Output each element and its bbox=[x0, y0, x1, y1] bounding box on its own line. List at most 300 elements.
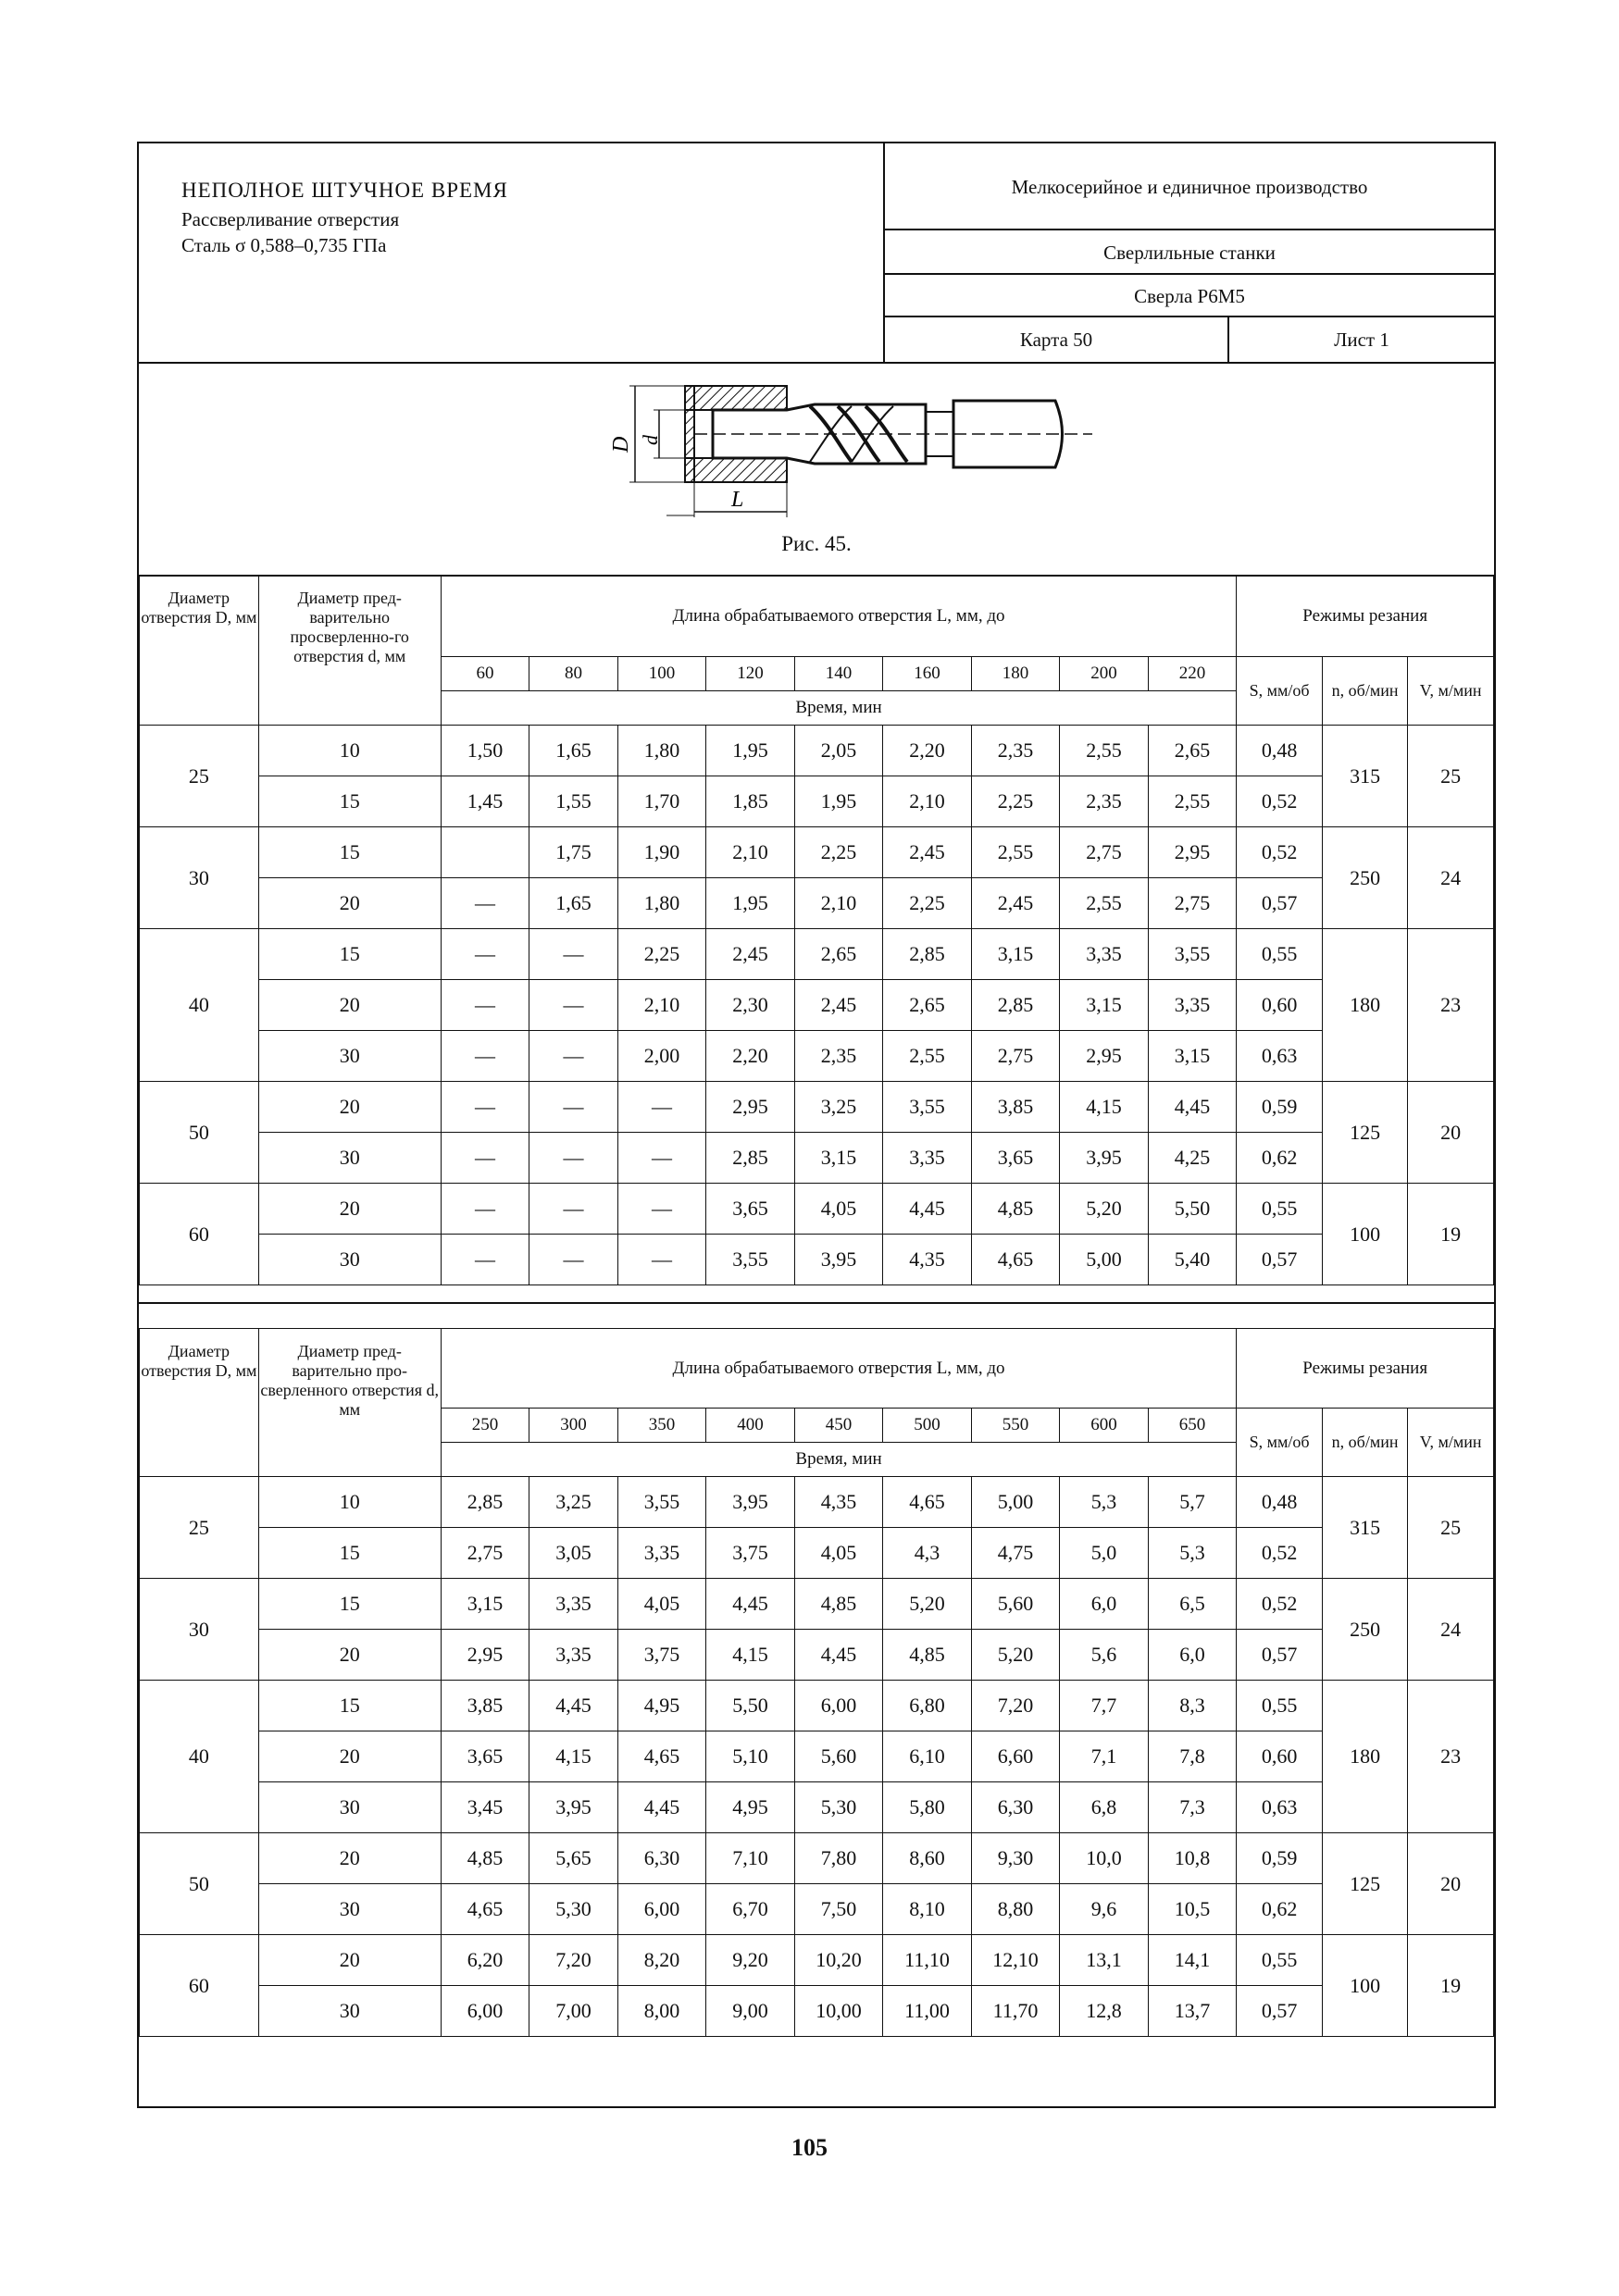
time-cell: 6,60 bbox=[971, 1731, 1060, 1782]
length-header-cell: 450 bbox=[794, 1409, 883, 1443]
time-cell: 6,0 bbox=[1060, 1579, 1149, 1630]
pre-diameter-cell: 20 bbox=[258, 1833, 441, 1884]
feed-cell: 0,57 bbox=[1237, 1235, 1322, 1285]
header-title-block bbox=[139, 143, 885, 362]
time-cell bbox=[441, 827, 529, 878]
feed-cell: 0,62 bbox=[1237, 1133, 1322, 1184]
time-cell: 1,80 bbox=[617, 878, 706, 929]
time-cell: 11,70 bbox=[971, 1986, 1060, 2037]
cutting-speed-cell: 25 bbox=[1408, 1477, 1494, 1579]
speed-rpm-cell: 100 bbox=[1322, 1184, 1407, 1285]
time-cell: — bbox=[441, 1031, 529, 1082]
feed-cell: 0,55 bbox=[1237, 1935, 1322, 1986]
time-cell: 4,15 bbox=[706, 1630, 795, 1681]
dimension-d-label: d bbox=[639, 435, 662, 445]
table-separator bbox=[139, 1302, 1494, 1330]
time-cell: 3,65 bbox=[971, 1133, 1060, 1184]
time-cell: 7,3 bbox=[1148, 1782, 1237, 1833]
time-cell: 2,25 bbox=[617, 929, 706, 980]
time-cell: 2,95 bbox=[441, 1630, 529, 1681]
time-cell: 12,8 bbox=[1060, 1986, 1149, 2037]
time-cell: 13,7 bbox=[1148, 1986, 1237, 2037]
time-cell: 6,30 bbox=[971, 1782, 1060, 1833]
time-cell: 3,75 bbox=[617, 1630, 706, 1681]
time-cell: 3,55 bbox=[617, 1477, 706, 1528]
feed-cell: 0,48 bbox=[1237, 726, 1322, 776]
time-cell: 8,3 bbox=[1148, 1681, 1237, 1731]
dimension-L-label: L bbox=[731, 488, 744, 512]
table-row bbox=[140, 980, 1494, 1031]
diameter-cell: 25 bbox=[140, 1477, 259, 1579]
page-title: НЕПОЛНОЕ ШТУЧНОЕ ВРЕМЯ bbox=[181, 179, 508, 202]
table-row bbox=[140, 878, 1494, 929]
feed-cell: 0,55 bbox=[1237, 929, 1322, 980]
table-row bbox=[140, 1731, 1494, 1782]
table-row bbox=[140, 726, 1494, 776]
standards-sheet bbox=[137, 142, 1496, 2108]
time-cell: — bbox=[529, 1184, 618, 1235]
time-cell: 5,50 bbox=[706, 1681, 795, 1731]
pre-diameter-cell: 10 bbox=[258, 1477, 441, 1528]
table-row bbox=[140, 1986, 1494, 2037]
diameter-cell: 40 bbox=[140, 1681, 259, 1833]
time-cell: 8,20 bbox=[617, 1935, 706, 1986]
time-cell: 4,95 bbox=[617, 1681, 706, 1731]
pre-diameter-cell: 10 bbox=[258, 726, 441, 776]
time-cell: 3,35 bbox=[883, 1133, 972, 1184]
time-cell: 6,30 bbox=[617, 1833, 706, 1884]
time-cell: 1,95 bbox=[794, 776, 883, 827]
cutting-speed-cell: 19 bbox=[1408, 1184, 1494, 1285]
time-cell: 3,05 bbox=[529, 1528, 618, 1579]
feed-cell: 0,52 bbox=[1237, 1579, 1322, 1630]
pre-diameter-cell: 20 bbox=[258, 1630, 441, 1681]
time-cell: 2,75 bbox=[441, 1528, 529, 1579]
diameter-cell: 30 bbox=[140, 827, 259, 929]
table-row bbox=[140, 776, 1494, 827]
time-cell: 3,15 bbox=[1148, 1031, 1237, 1082]
time-cell: 4,45 bbox=[794, 1630, 883, 1681]
table-row bbox=[140, 1935, 1494, 1986]
diameter-cell: 50 bbox=[140, 1833, 259, 1935]
time-cell: 9,00 bbox=[706, 1986, 795, 2037]
pre-diameter-cell: 30 bbox=[258, 1884, 441, 1935]
time-cell: 3,35 bbox=[1148, 980, 1237, 1031]
time-cell: 1,80 bbox=[617, 726, 706, 776]
time-cell: 3,75 bbox=[706, 1528, 795, 1579]
feed-cell: 0,63 bbox=[1237, 1031, 1322, 1082]
col-header-time: Время, мин bbox=[441, 1443, 1237, 1477]
time-cell: 7,10 bbox=[706, 1833, 795, 1884]
table-row bbox=[140, 1031, 1494, 1082]
reaming-drill-diagram bbox=[574, 367, 1166, 534]
time-cell: 5,60 bbox=[794, 1731, 883, 1782]
time-cell: 3,55 bbox=[883, 1082, 972, 1133]
feed-cell: 0,60 bbox=[1237, 1731, 1322, 1782]
time-cell: — bbox=[617, 1184, 706, 1235]
time-cell: 7,80 bbox=[794, 1833, 883, 1884]
time-cell: 2,55 bbox=[1060, 726, 1149, 776]
time-cell: 2,65 bbox=[1148, 726, 1237, 776]
time-cell: — bbox=[529, 929, 618, 980]
col-header-speed-rpm: n, об/мин bbox=[1322, 1409, 1407, 1477]
time-cell: 2,55 bbox=[1148, 776, 1237, 827]
col-header-diameter: Диаметр отверстия D, мм bbox=[140, 1329, 259, 1477]
col-header-pre-diameter: Диаметр пред-варительно просверленно-го отверстия d, мм bbox=[258, 576, 441, 726]
time-cell: 2,55 bbox=[971, 827, 1060, 878]
time-cell: 9,6 bbox=[1060, 1884, 1149, 1935]
time-cell: 2,75 bbox=[1060, 827, 1149, 878]
time-cell: 6,00 bbox=[617, 1884, 706, 1935]
time-cell: 4,45 bbox=[1148, 1082, 1237, 1133]
table-row bbox=[140, 1884, 1494, 1935]
time-table-short bbox=[139, 575, 1494, 1285]
time-cell: 2,95 bbox=[1148, 827, 1237, 878]
pre-diameter-cell: 15 bbox=[258, 1579, 441, 1630]
cutting-speed-cell: 24 bbox=[1408, 827, 1494, 929]
time-cell: 2,95 bbox=[1060, 1031, 1149, 1082]
length-header-cell: 350 bbox=[617, 1409, 706, 1443]
time-cell: — bbox=[441, 980, 529, 1031]
time-cell: 2,05 bbox=[794, 726, 883, 776]
time-cell: 4,35 bbox=[794, 1477, 883, 1528]
time-cell: 5,30 bbox=[794, 1782, 883, 1833]
time-cell: 2,85 bbox=[971, 980, 1060, 1031]
length-header-cell: 80 bbox=[529, 657, 618, 691]
feed-cell: 0,52 bbox=[1237, 776, 1322, 827]
table-row bbox=[140, 1133, 1494, 1184]
col-header-diameter: Диаметр отверстия D, мм bbox=[140, 576, 259, 726]
time-cell: 7,1 bbox=[1060, 1731, 1149, 1782]
time-cell: 7,20 bbox=[529, 1935, 618, 1986]
time-cell: 2,65 bbox=[794, 929, 883, 980]
time-cell: 3,25 bbox=[529, 1477, 618, 1528]
time-cell: — bbox=[529, 1082, 618, 1133]
pre-diameter-cell: 20 bbox=[258, 980, 441, 1031]
time-cell: 11,00 bbox=[883, 1986, 972, 2037]
time-cell: 1,45 bbox=[441, 776, 529, 827]
feed-cell: 0,62 bbox=[1237, 1884, 1322, 1935]
time-cell: — bbox=[441, 1133, 529, 1184]
diameter-cell: 30 bbox=[140, 1579, 259, 1681]
time-cell: 3,15 bbox=[971, 929, 1060, 980]
time-cell: 9,30 bbox=[971, 1833, 1060, 1884]
time-cell: — bbox=[529, 1031, 618, 1082]
time-cell: 10,8 bbox=[1148, 1833, 1237, 1884]
time-cell: — bbox=[441, 1082, 529, 1133]
time-cell: 4,85 bbox=[441, 1833, 529, 1884]
cutting-speed-cell: 23 bbox=[1408, 1681, 1494, 1833]
time-cell: 3,55 bbox=[706, 1235, 795, 1285]
time-cell: 4,75 bbox=[971, 1528, 1060, 1579]
time-cell: 7,8 bbox=[1148, 1731, 1237, 1782]
col-header-feed: S, мм/об bbox=[1237, 1409, 1322, 1477]
table-row bbox=[140, 1782, 1494, 1833]
time-cell: 2,75 bbox=[971, 1031, 1060, 1082]
pre-diameter-cell: 30 bbox=[258, 1031, 441, 1082]
time-cell: 6,0 bbox=[1148, 1630, 1237, 1681]
time-cell: 9,20 bbox=[706, 1935, 795, 1986]
length-header-cell: 220 bbox=[1148, 657, 1237, 691]
table-row bbox=[140, 1082, 1494, 1133]
time-cell: 2,75 bbox=[1148, 878, 1237, 929]
time-cell: — bbox=[617, 1235, 706, 1285]
time-cell: 3,65 bbox=[706, 1184, 795, 1235]
length-header-cell: 100 bbox=[617, 657, 706, 691]
time-cell: 6,70 bbox=[706, 1884, 795, 1935]
length-header-cell: 200 bbox=[1060, 657, 1149, 691]
time-cell: 4,65 bbox=[441, 1884, 529, 1935]
cutting-speed-cell: 19 bbox=[1408, 1935, 1494, 2037]
time-cell: 1,75 bbox=[529, 827, 618, 878]
feed-cell: 0,63 bbox=[1237, 1782, 1322, 1833]
pre-diameter-cell: 20 bbox=[258, 1731, 441, 1782]
time-cell: 1,85 bbox=[706, 776, 795, 827]
time-cell: 4,65 bbox=[617, 1731, 706, 1782]
table-row bbox=[140, 1833, 1494, 1884]
time-cell: 3,45 bbox=[441, 1782, 529, 1833]
time-cell: 7,50 bbox=[794, 1884, 883, 1935]
dimension-D-label: D bbox=[609, 436, 633, 453]
time-cell: 5,20 bbox=[971, 1630, 1060, 1681]
time-cell: 2,85 bbox=[441, 1477, 529, 1528]
time-cell: 2,10 bbox=[706, 827, 795, 878]
time-cell: 4,45 bbox=[706, 1579, 795, 1630]
diameter-cell: 25 bbox=[140, 726, 259, 827]
length-header-cell: 60 bbox=[441, 657, 529, 691]
feed-cell: 0,55 bbox=[1237, 1184, 1322, 1235]
time-cell: 2,45 bbox=[706, 929, 795, 980]
pre-diameter-cell: 30 bbox=[258, 1235, 441, 1285]
time-cell: 3,35 bbox=[1060, 929, 1149, 980]
time-cell: 2,95 bbox=[706, 1082, 795, 1133]
time-cell: 4,05 bbox=[794, 1184, 883, 1235]
time-cell: 5,40 bbox=[1148, 1235, 1237, 1285]
time-cell: 5,3 bbox=[1060, 1477, 1149, 1528]
time-cell: 4,45 bbox=[529, 1681, 618, 1731]
speed-rpm-cell: 250 bbox=[1322, 1579, 1407, 1681]
time-cell: 8,80 bbox=[971, 1884, 1060, 1935]
time-cell: 11,10 bbox=[883, 1935, 972, 1986]
speed-rpm-cell: 125 bbox=[1322, 1082, 1407, 1184]
time-cell: 3,55 bbox=[1148, 929, 1237, 980]
time-cell: 3,85 bbox=[441, 1681, 529, 1731]
length-header-cell: 300 bbox=[529, 1409, 618, 1443]
feed-cell: 0,55 bbox=[1237, 1681, 1322, 1731]
time-cell: 2,25 bbox=[971, 776, 1060, 827]
time-cell: 2,20 bbox=[706, 1031, 795, 1082]
time-cell: — bbox=[617, 1133, 706, 1184]
time-cell: 5,30 bbox=[529, 1884, 618, 1935]
sheet-header bbox=[139, 143, 1494, 364]
time-cell: 2,35 bbox=[794, 1031, 883, 1082]
pre-diameter-cell: 20 bbox=[258, 1082, 441, 1133]
card-sheet-row bbox=[885, 317, 1494, 362]
table-row bbox=[140, 1528, 1494, 1579]
time-cell: 6,8 bbox=[1060, 1782, 1149, 1833]
time-cell: 14,1 bbox=[1148, 1935, 1237, 1986]
figure-block bbox=[139, 362, 1494, 577]
time-cell: 4,65 bbox=[971, 1235, 1060, 1285]
pre-diameter-cell: 15 bbox=[258, 1528, 441, 1579]
time-cell: 2,25 bbox=[794, 827, 883, 878]
cutting-speed-cell: 20 bbox=[1408, 1082, 1494, 1184]
time-cell: 3,95 bbox=[529, 1782, 618, 1833]
time-cell: — bbox=[441, 1184, 529, 1235]
table-row bbox=[140, 1579, 1494, 1630]
time-cell: 2,30 bbox=[706, 980, 795, 1031]
time-cell: 5,0 bbox=[1060, 1528, 1149, 1579]
cutting-speed-cell: 20 bbox=[1408, 1833, 1494, 1935]
pre-diameter-cell: 20 bbox=[258, 878, 441, 929]
feed-cell: 0,59 bbox=[1237, 1082, 1322, 1133]
time-cell: 4,85 bbox=[971, 1184, 1060, 1235]
length-header-cell: 550 bbox=[971, 1409, 1060, 1443]
time-cell: 2,00 bbox=[617, 1031, 706, 1082]
cutting-speed-cell: 23 bbox=[1408, 929, 1494, 1082]
time-cell: 4,85 bbox=[883, 1630, 972, 1681]
time-cell: 6,00 bbox=[441, 1986, 529, 2037]
time-cell: 4,05 bbox=[617, 1579, 706, 1630]
time-cell: 7,20 bbox=[971, 1681, 1060, 1731]
time-cell: 2,20 bbox=[883, 726, 972, 776]
time-cell: 6,20 bbox=[441, 1935, 529, 1986]
time-cell: 6,80 bbox=[883, 1681, 972, 1731]
time-cell: 10,20 bbox=[794, 1935, 883, 1986]
time-cell: 3,65 bbox=[441, 1731, 529, 1782]
col-header-pre-diameter: Диаметр пред-варительно про-сверленного отверстия d, мм bbox=[258, 1329, 441, 1477]
time-cell: 13,1 bbox=[1060, 1935, 1149, 1986]
table-row bbox=[140, 1477, 1494, 1528]
table-row bbox=[140, 929, 1494, 980]
table-row bbox=[140, 1235, 1494, 1285]
speed-rpm-cell: 250 bbox=[1322, 827, 1407, 929]
time-cell: 5,65 bbox=[529, 1833, 618, 1884]
col-header-cutting-modes: Режимы резания bbox=[1237, 1329, 1494, 1409]
col-header-speed-rpm: n, об/мин bbox=[1322, 657, 1407, 726]
length-header-cell: 400 bbox=[706, 1409, 795, 1443]
time-cell: 2,55 bbox=[1060, 878, 1149, 929]
time-cell: 6,00 bbox=[794, 1681, 883, 1731]
feed-cell: 0,57 bbox=[1237, 878, 1322, 929]
feed-cell: 0,59 bbox=[1237, 1833, 1322, 1884]
time-cell: 5,00 bbox=[971, 1477, 1060, 1528]
time-cell: 2,65 bbox=[883, 980, 972, 1031]
time-cell: 7,7 bbox=[1060, 1681, 1149, 1731]
time-cell: 4,25 bbox=[1148, 1133, 1237, 1184]
speed-rpm-cell: 125 bbox=[1322, 1833, 1407, 1935]
time-cell: 4,15 bbox=[529, 1731, 618, 1782]
time-cell: 3,35 bbox=[617, 1528, 706, 1579]
time-cell: 4,35 bbox=[883, 1235, 972, 1285]
time-cell: 1,95 bbox=[706, 726, 795, 776]
feed-cell: 0,57 bbox=[1237, 1630, 1322, 1681]
time-cell: 10,0 bbox=[1060, 1833, 1149, 1884]
time-table-long bbox=[139, 1328, 1494, 2037]
card-number: Карта 50 bbox=[885, 317, 1229, 362]
pre-diameter-cell: 30 bbox=[258, 1133, 441, 1184]
time-cell: 2,55 bbox=[883, 1031, 972, 1082]
sheet-number: Лист 1 bbox=[1334, 329, 1389, 351]
time-cell: 6,5 bbox=[1148, 1579, 1237, 1630]
time-cell: 3,85 bbox=[971, 1082, 1060, 1133]
time-cell: 3,15 bbox=[441, 1579, 529, 1630]
time-cell: 2,85 bbox=[706, 1133, 795, 1184]
time-cell: 2,10 bbox=[794, 878, 883, 929]
feed-cell: 0,60 bbox=[1237, 980, 1322, 1031]
table-row bbox=[140, 1681, 1494, 1731]
production-type: Мелкосерийное и единичное производство bbox=[885, 143, 1494, 230]
time-cell: 1,95 bbox=[706, 878, 795, 929]
time-cell: 3,15 bbox=[794, 1133, 883, 1184]
time-cell: 5,60 bbox=[971, 1579, 1060, 1630]
length-header-cell: 160 bbox=[883, 657, 972, 691]
time-cell: 4,45 bbox=[883, 1184, 972, 1235]
cutting-speed-cell: 24 bbox=[1408, 1579, 1494, 1681]
time-cell: 2,45 bbox=[971, 878, 1060, 929]
pre-diameter-cell: 15 bbox=[258, 1681, 441, 1731]
time-cell: — bbox=[529, 1133, 618, 1184]
time-cell: 3,35 bbox=[529, 1579, 618, 1630]
pre-diameter-cell: 30 bbox=[258, 1986, 441, 2037]
time-cell: 5,20 bbox=[1060, 1184, 1149, 1235]
time-cell: 1,70 bbox=[617, 776, 706, 827]
time-cell: 8,00 bbox=[617, 1986, 706, 2037]
length-header-cell: 500 bbox=[883, 1409, 972, 1443]
pre-diameter-cell: 20 bbox=[258, 1935, 441, 1986]
time-cell: 4,95 bbox=[706, 1782, 795, 1833]
diameter-cell: 50 bbox=[140, 1082, 259, 1184]
time-cell: — bbox=[441, 929, 529, 980]
feed-cell: 0,48 bbox=[1237, 1477, 1322, 1528]
time-cell: 3,95 bbox=[794, 1235, 883, 1285]
col-header-cutting-speed: V, м/мин bbox=[1408, 1409, 1494, 1477]
pre-diameter-cell: 15 bbox=[258, 776, 441, 827]
length-header-cell: 180 bbox=[971, 657, 1060, 691]
time-cell: 4,85 bbox=[794, 1579, 883, 1630]
col-header-feed: S, мм/об bbox=[1237, 657, 1322, 726]
length-header-cell: 120 bbox=[706, 657, 795, 691]
time-cell: 2,45 bbox=[883, 827, 972, 878]
time-cell: 12,10 bbox=[971, 1935, 1060, 1986]
time-cell: — bbox=[441, 1235, 529, 1285]
time-cell: 1,55 bbox=[529, 776, 618, 827]
time-cell: 4,05 bbox=[794, 1528, 883, 1579]
time-cell: 5,6 bbox=[1060, 1630, 1149, 1681]
feed-cell: 0,52 bbox=[1237, 1528, 1322, 1579]
time-cell: 1,90 bbox=[617, 827, 706, 878]
time-cell: 4,3 bbox=[883, 1528, 972, 1579]
feed-cell: 0,52 bbox=[1237, 827, 1322, 878]
length-header-cell: 140 bbox=[794, 657, 883, 691]
table-row bbox=[140, 827, 1494, 878]
time-cell: 5,3 bbox=[1148, 1528, 1237, 1579]
time-cell: 3,15 bbox=[1060, 980, 1149, 1031]
tool-type: Сверла Р6М5 bbox=[885, 275, 1494, 317]
pre-diameter-cell: 20 bbox=[258, 1184, 441, 1235]
time-cell: 1,50 bbox=[441, 726, 529, 776]
page-number: 105 bbox=[791, 2134, 828, 2161]
time-cell: — bbox=[617, 1082, 706, 1133]
time-cell: — bbox=[441, 878, 529, 929]
time-cell: 5,50 bbox=[1148, 1184, 1237, 1235]
machine-type: Сверлильные станки bbox=[885, 230, 1494, 275]
time-cell: 2,45 bbox=[794, 980, 883, 1031]
time-cell: 5,20 bbox=[883, 1579, 972, 1630]
time-cell: 5,00 bbox=[1060, 1235, 1149, 1285]
diameter-cell: 60 bbox=[140, 1935, 259, 2037]
length-header-cell: 650 bbox=[1148, 1409, 1237, 1443]
